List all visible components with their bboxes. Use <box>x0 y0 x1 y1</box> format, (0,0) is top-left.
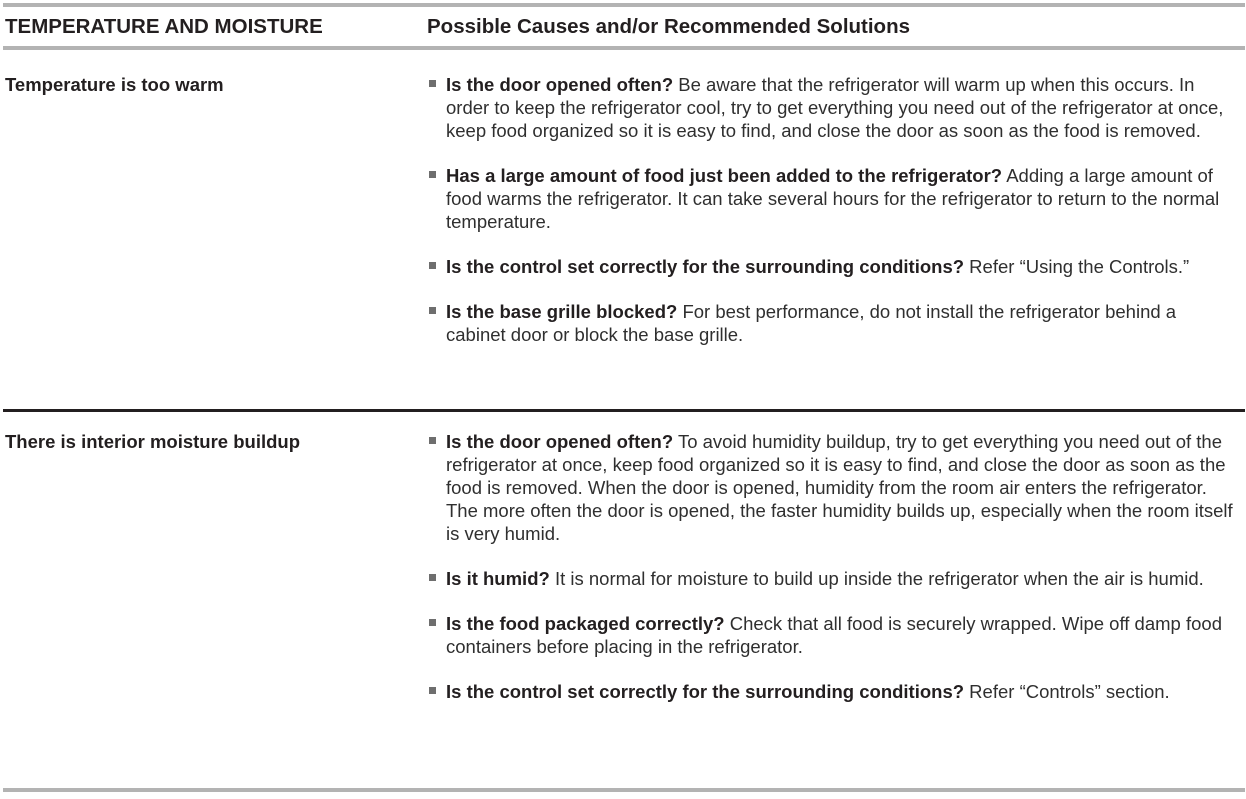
problem-label: Temperature is too warm <box>5 74 224 95</box>
bottom-rule <box>3 788 1245 792</box>
square-bullet-icon <box>429 437 436 444</box>
header-rule <box>3 46 1245 50</box>
solution-answer: Be aware that the refrigerator will warm up when this occurs. In order to keep the refrigerator cool, try to get everything you need out of the refrigerator at once, keep food organized so it is easy to find, and close the door as soon as the food is removed. <box>446 74 1224 141</box>
solution-item <box>428 164 1240 233</box>
top-rule <box>3 3 1245 7</box>
solutions-list <box>428 430 1240 725</box>
solution-question: Is the food packaged correctly? <box>446 613 725 634</box>
solution-answer: Refer “Using the Controls.” <box>964 256 1190 277</box>
solution-answer: For best performance, do not install the refrigerator behind a cabinet door or block the base grille. <box>446 301 1177 345</box>
solution-item <box>428 567 1240 590</box>
solution-question: Is the control set correctly for the surrounding conditions? <box>446 256 965 277</box>
square-bullet-icon <box>429 687 436 694</box>
solution-answer: It is normal for moisture to build up inside the refrigerator when the air is humid. <box>549 568 1204 589</box>
solution-question: Is the base grille blocked? <box>446 301 678 322</box>
solution-answer: Adding a large amount of food warms the refrigerator. It can take several hours for the refrigerator to return to the normal temperature. <box>446 165 1220 232</box>
solution-item <box>428 300 1240 346</box>
solution-item <box>428 73 1240 142</box>
solution-question: Is it humid? <box>446 568 550 589</box>
solution-question: Is the door opened often? <box>446 74 674 95</box>
square-bullet-icon <box>429 574 436 581</box>
column-header-solutions: Possible Causes and/or Recommended Solutions <box>427 15 911 38</box>
solution-item <box>428 680 1240 703</box>
solution-answer: To avoid humidity buildup, try to get everything you need out of the refrigerator at once, keep food organized so it is easy to find, and close the door as soon as the food is removed. When the door is opened, humidity from the room air enters the refrigerator. The more often the door is opened, the faster humidity builds up, especially when the room itself is very humid. <box>446 431 1233 544</box>
solutions-list <box>428 73 1240 368</box>
solution-answer: Refer “Controls” section. <box>964 681 1170 702</box>
solution-question: Is the door opened often? <box>446 431 674 452</box>
square-bullet-icon <box>429 80 436 87</box>
solution-answer: Check that all food is securely wrapped. Wipe off damp food containers before placing in the refrigerator. <box>446 613 1222 657</box>
square-bullet-icon <box>429 171 436 178</box>
square-bullet-icon <box>429 307 436 314</box>
solution-item <box>428 430 1240 545</box>
solution-question: Has a large amount of food just been added to the refrigerator? <box>446 165 1003 186</box>
solution-question: Is the control set correctly for the surrounding conditions? <box>446 681 965 702</box>
row-divider <box>3 409 1245 412</box>
column-header-problem: TEMPERATURE AND MOISTURE <box>5 15 323 38</box>
square-bullet-icon <box>429 619 436 626</box>
solution-item <box>428 612 1240 658</box>
solution-item <box>428 255 1240 278</box>
square-bullet-icon <box>429 262 436 269</box>
problem-label: There is interior moisture buildup <box>5 431 301 452</box>
